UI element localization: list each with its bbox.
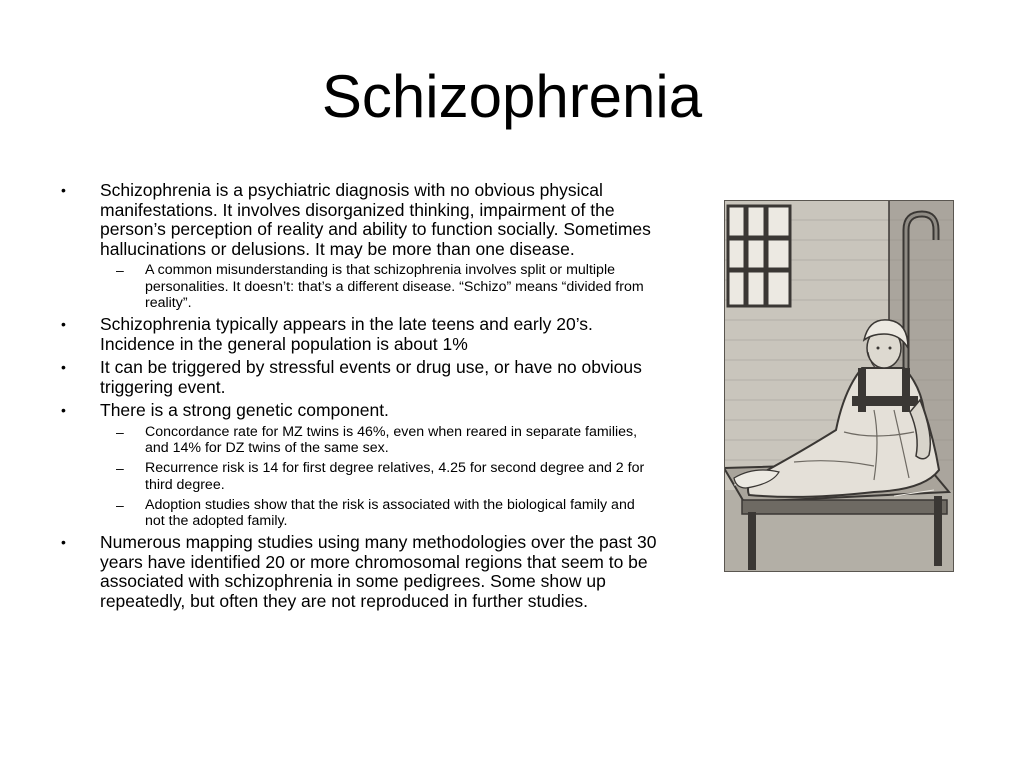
sub-bullet-item <box>100 262 658 311</box>
bullet-text: Schizophrenia is a psychiatric diagnosis with no obvious physical manifestations. It involves disorganized thinking, impairment of the person’s perception of reality and ability to function socially. Sometimes hallucinations or delusions. It may be more than one disease. <box>100 180 651 259</box>
bullet-marker: • <box>61 534 66 551</box>
bullet-marker: • <box>61 182 66 198</box>
bullet-item <box>58 181 658 311</box>
dash-marker: – <box>116 262 124 279</box>
sub-bullet-item <box>100 460 658 492</box>
sub-bullet-text: A common misunderstanding is that schizophrenia involves split or multiple personalities. It doesn’t: that’s a different disease. “Schizo” means “divided from reality”. <box>145 262 644 311</box>
bullet-item <box>58 401 658 529</box>
bullet-item <box>58 315 658 354</box>
bullet-marker: • <box>61 402 66 419</box>
bullet-item <box>58 358 658 397</box>
dash-marker: – <box>116 496 124 513</box>
slide-title: Schizophrenia <box>321 63 703 130</box>
bullet-item <box>58 533 658 611</box>
sub-bullet-text: Recurrence risk is 14 for first degree relatives, 4.25 for second degree and 2 for third degree. <box>145 460 645 493</box>
sub-bullet-item <box>100 424 658 456</box>
sub-bullet-text: Adoption studies show that the risk is associated with the biological family and not the adopted family. <box>145 496 635 529</box>
bullet-text: There is a strong genetic component. <box>100 400 389 421</box>
bullet-marker: • <box>61 315 66 332</box>
illustration-engraving <box>724 200 954 572</box>
sub-bullet-text: Concordance rate for MZ twins is 46%, even when reared in separate families, and 14% for DZ twins of the same sex. <box>145 423 638 457</box>
bullet-text: Numerous mapping studies using many methodologies over the past 30 years have identified 20 or more chromosomal regions that seem to be associated with schizophrenia in some pedigrees. Some show up repeatedly, but often they are not reproduced in further studies. <box>100 532 657 611</box>
engraving-icon <box>724 200 954 572</box>
dash-marker: – <box>116 460 124 477</box>
bullet-text: Schizophrenia typically appears in the late teens and early 20’s. Incidence in the general population is about 1% <box>100 313 593 354</box>
bullet-text: It can be triggered by stressful events or drug use, or have no obvious triggering event. <box>100 357 642 397</box>
sub-bullet-item <box>100 497 658 529</box>
dash-marker: – <box>116 423 124 440</box>
sub-bullet-list <box>100 424 658 529</box>
bullet-list <box>58 181 658 616</box>
sub-bullet-list <box>100 262 658 311</box>
bullet-marker: • <box>61 359 66 376</box>
